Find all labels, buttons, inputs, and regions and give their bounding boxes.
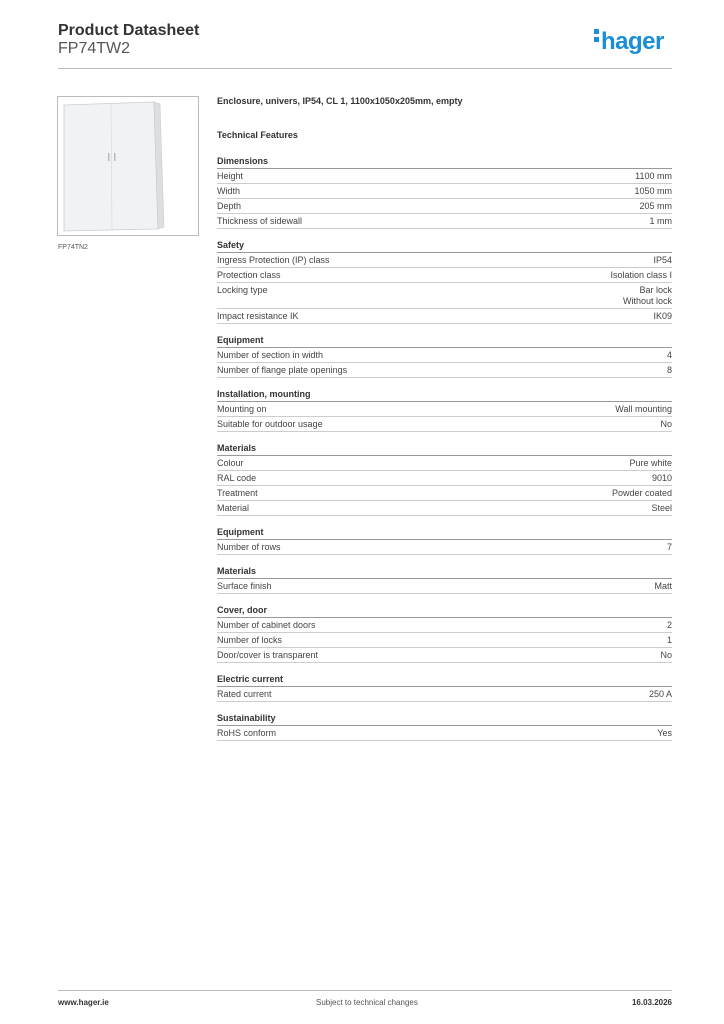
spec-value (652, 473, 672, 484)
spec-value-line: 1 mm (649, 215, 672, 226)
spec-label: Door/cover is transparent (217, 649, 319, 660)
image-caption: FP74TN2 (58, 244, 88, 251)
spec-label: Ingress Protection (IP) class (217, 254, 330, 265)
spec-value-line: 1100 mm (635, 170, 672, 181)
footer-date: 16.03.2026 (631, 998, 672, 1007)
spec-value-line: 1 (666, 634, 672, 645)
logo-text: hager (601, 28, 664, 55)
spec-label: Number of section in width (217, 349, 324, 360)
spec-value-line: Powder coated (611, 487, 672, 498)
spec-section (217, 527, 672, 555)
spec-row (217, 363, 672, 378)
spec-section (217, 443, 672, 516)
spec-value-line: 250 A (648, 688, 672, 699)
section-heading: Electric current (217, 674, 672, 687)
spec-row (217, 486, 672, 501)
spec-section (217, 566, 672, 594)
footer-note: Subject to technical changes (316, 998, 418, 1007)
spec-row (217, 456, 672, 471)
spec-section (217, 240, 672, 324)
spec-value (610, 270, 672, 281)
product-description: Enclosure, univers, IP54, CL 1, 1100x1050x205mm, empty (217, 96, 463, 106)
spec-value (635, 171, 672, 182)
spec-row (217, 579, 672, 594)
spec-value-line: IK09 (653, 310, 672, 321)
section-heading: Materials (217, 443, 672, 456)
spec-value-line: Bar lock (639, 284, 672, 295)
spec-section (217, 156, 672, 229)
spec-value-line: Pure white (629, 457, 672, 468)
spec-label: Number of flange plate openings (217, 364, 348, 375)
spec-row (217, 540, 672, 555)
spec-row (217, 309, 672, 324)
spec-label: Width (217, 185, 241, 196)
spec-value (612, 488, 672, 499)
section-heading: Sustainability (217, 713, 672, 726)
spec-value-line: 1050 mm (634, 185, 672, 196)
spec-label: RAL code (217, 472, 257, 483)
spec-value-line: 9010 (651, 472, 672, 483)
spec-value-line: No (660, 649, 672, 660)
logo-dots-icon (594, 29, 599, 45)
spec-value (657, 728, 672, 739)
spec-value (660, 650, 672, 661)
spec-row (217, 268, 672, 283)
spec-value (651, 503, 672, 514)
spec-label: Protection class (217, 269, 281, 280)
spec-label: Locking type (217, 284, 268, 295)
spec-row (217, 633, 672, 648)
spec-value-line: Wall mounting (615, 403, 672, 414)
spec-row (217, 648, 672, 663)
section-heading: Materials (217, 566, 672, 579)
spec-row (217, 253, 672, 268)
spec-value (615, 404, 672, 415)
spec-value (649, 689, 672, 700)
section-heading: Cover, door (217, 605, 672, 618)
spec-row (217, 199, 672, 214)
spec-label: Depth (217, 200, 242, 211)
section-heading: Equipment (217, 335, 672, 348)
spec-label: Mounting on (217, 403, 267, 414)
spec-value-line: Without lock (622, 295, 672, 306)
spec-label: Suitable for outdoor usage (217, 418, 323, 429)
spec-value (623, 285, 672, 307)
spec-row (217, 214, 672, 229)
footer-divider (58, 990, 672, 991)
enclosure-icon (58, 97, 198, 235)
spec-label: Colour (217, 457, 244, 468)
spec-value-line: IP54 (653, 254, 672, 265)
spec-row (217, 726, 672, 741)
spec-value (667, 350, 672, 361)
product-code: FP74TW2 (58, 40, 131, 57)
spec-label: Treatment (217, 487, 258, 498)
spec-value-line: Steel (651, 502, 672, 513)
spec-value (667, 620, 672, 631)
spec-value-line: 205 mm (639, 200, 672, 211)
footer-website: www.hager.ie (58, 998, 109, 1007)
spec-row (217, 348, 672, 363)
spec-value-line: Matt (654, 580, 672, 591)
spec-value (650, 216, 673, 227)
spec-row (217, 501, 672, 516)
spec-section (217, 674, 672, 702)
spec-label: RoHS conform (217, 727, 277, 738)
spec-value (667, 365, 672, 376)
spec-label: Number of locks (217, 634, 283, 645)
spec-row (217, 283, 672, 309)
features-title: Technical Features (217, 130, 298, 140)
spec-row (217, 471, 672, 486)
spec-value (629, 458, 672, 469)
spec-value-line: 8 (666, 364, 672, 375)
spec-row (217, 402, 672, 417)
spec-row (217, 169, 672, 184)
spec-value-line: No (660, 418, 672, 429)
spec-value-line: Yes (657, 727, 672, 738)
hager-logo (594, 28, 664, 56)
spec-value-line: 7 (666, 541, 672, 552)
product-image (57, 96, 199, 236)
spec-label: Number of rows (217, 541, 281, 552)
spec-value (667, 542, 672, 553)
section-heading: Installation, mounting (217, 389, 672, 402)
page-title: Product Datasheet (58, 22, 200, 39)
spec-label: Height (217, 170, 244, 181)
spec-label: Impact resistance IK (217, 310, 299, 321)
section-heading: Dimensions (217, 156, 672, 169)
spec-label: Thickness of sidewall (217, 215, 303, 226)
spec-label: Rated current (217, 688, 272, 699)
spec-section (217, 335, 672, 378)
specifications (217, 96, 672, 741)
spec-row (217, 184, 672, 199)
spec-section (217, 713, 672, 741)
header-divider (58, 68, 672, 69)
spec-label: Surface finish (217, 580, 272, 591)
spec-row (217, 417, 672, 432)
spec-value (639, 201, 672, 212)
spec-row (217, 687, 672, 702)
spec-value (653, 255, 672, 266)
section-heading: Safety (217, 240, 672, 253)
spec-value (660, 419, 672, 430)
spec-value-line: 2 (666, 619, 672, 630)
spec-value (667, 635, 672, 646)
spec-value (654, 581, 672, 592)
spec-section (217, 605, 672, 663)
spec-section (217, 389, 672, 432)
spec-label: Number of cabinet doors (217, 619, 316, 630)
spec-value (634, 186, 672, 197)
spec-value-line: Isolation class I (610, 269, 672, 280)
spec-row (217, 618, 672, 633)
spec-label: Material (217, 502, 250, 513)
spec-value (653, 311, 672, 322)
section-heading: Equipment (217, 527, 672, 540)
spec-value-line: 4 (666, 349, 672, 360)
